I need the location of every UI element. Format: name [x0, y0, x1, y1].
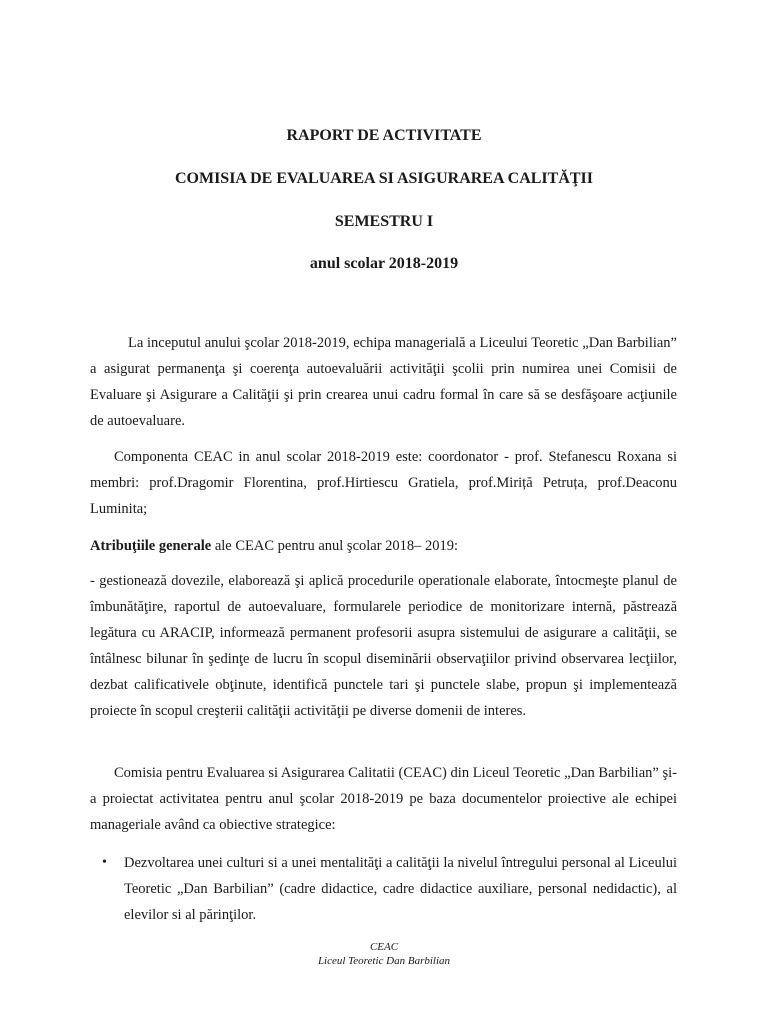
report-title: RAPORT DE ACTIVITATE	[286, 127, 482, 144]
attributions-heading-line	[90, 533, 677, 559]
school-year-title: anul scolar 2018-2019	[309, 255, 459, 272]
intro-paragraph: La inceputul anului şcolar 2018-2019, echipa managerială a Liceului Teoretic „Dan Barbilian” a asigurat permanenţa şi coerenţa autoevaluării activităţii şcolii prin numirea unei Comisii de Evaluare şi Asigurare a Calităţii şi prin crearea unui cadru formal în care să se desfăşoare acţiunile de autoevaluare.	[90, 335, 677, 429]
page-footer	[0, 940, 768, 968]
attributions-heading-tail: ale CEAC pentru anul şcolar 2018– 2019:	[211, 538, 459, 554]
attributions-heading: Atribuţiile generale	[90, 538, 212, 554]
footer-school: Liceul Teoretic Dan Barbilian	[317, 955, 451, 967]
objectives-list	[90, 850, 677, 928]
footer-ceac: CEAC	[369, 941, 399, 953]
list-item	[90, 850, 677, 928]
commission-title: COMISIA DE EVALUAREA SI ASIGURAREA CALITĂŢII	[174, 170, 594, 187]
objective-text: Dezvoltarea unei culturi si a unei mentalităţi a calităţii la nivelul întregului personal al Liceului Teoretic „Dan Barbilian” (cadre didactice, cadre didactice auxiliare, personal nedidactic), al elevilor si al părinţilor.	[124, 855, 677, 923]
project-paragraph: Comisia pentru Evaluarea si Asigurarea Calitatii (CEAC) din Liceul Teoretic „Dan Barbilian” şi-a proiectat activitatea pentru anul şcolar 2018-2019 pe baza documentelor proiective ale echipei manageriale având ca obiective strategice:	[90, 765, 677, 833]
semester-title: SEMESTRU I	[334, 213, 434, 230]
bullet-icon: •	[102, 855, 107, 870]
members-paragraph: Componenta CEAC in anul scolar 2018-2019 este: coordonator - prof. Stefanescu Roxana si membri: prof.Dragomir Florentina, prof.Hirtiescu Gratiela, prof.Miriță Petruța, prof.Deaconu Luminita;	[90, 449, 677, 517]
attributions-paragraph: - gestionează dovezile, elaborează şi aplică procedurile operationale elaborate, întocmeşte planul de îmbunătăţire, raportul de autoevaluare, formularele periodice de monitorizare internă, păstrează legătura cu ARACIP, informează permanent profesorii asupra sistemului de asigurare a calităţii, se întâlnesc bilunar în şedinţe de lucru în scopul diseminării observaţiilor privind observarea lecţiilor, dezbat calificativele obţinute, identifică punctele tari şi punctele slabe, propun şi implementează proiecte în scopul creşterii calităţii activităţii pe diverse domenii de interes.	[90, 573, 677, 719]
